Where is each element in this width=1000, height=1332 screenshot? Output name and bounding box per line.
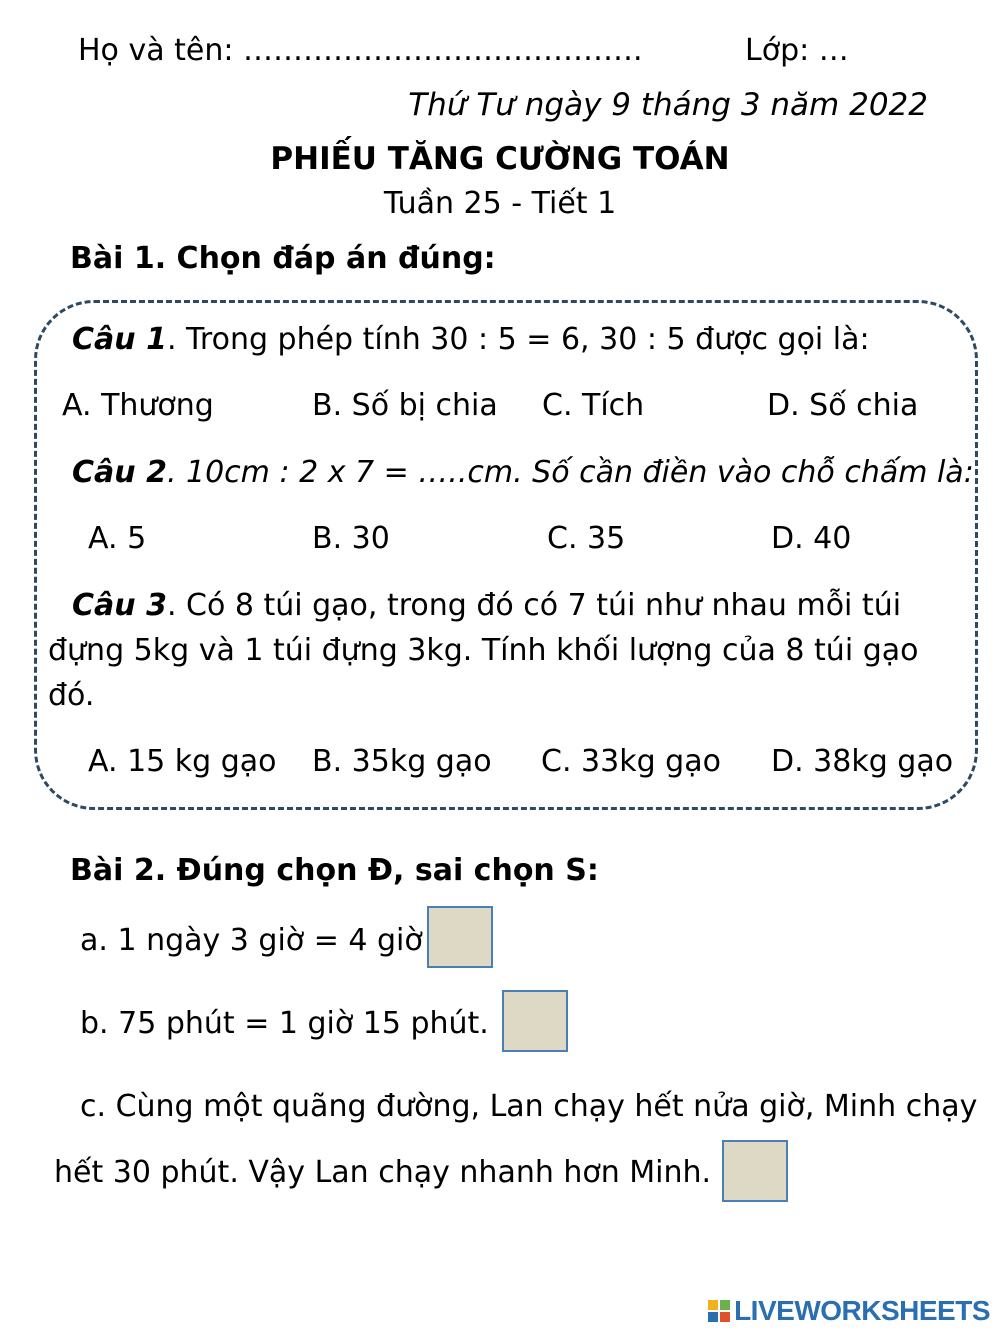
cau2-option-b[interactable]: B. 30	[312, 521, 390, 556]
cau1-option-b[interactable]: B. Số bị chia	[312, 388, 498, 423]
cau3-label: Câu 3	[72, 588, 167, 623]
cau3-option-c[interactable]: C. 33kg gạo	[541, 744, 721, 779]
page-subtitle: Tuần 25 - Tiết 1	[383, 186, 617, 221]
cau1-option-d[interactable]: D. Số chia	[767, 388, 919, 423]
cau3-option-a[interactable]: A. 15 kg gạo	[88, 744, 277, 779]
cau2-text: . 10cm : 2 x 7 = …..cm. Số cần điền vào chỗ chấm là:	[166, 455, 974, 490]
bai1-heading: Bài 1. Chọn đáp án đúng:	[70, 241, 496, 276]
cau3-text-1: . Có 8 túi gạo, trong đó có 7 túi như nhau mỗi túi	[166, 588, 902, 623]
cau1-text: . Trong phép tính 30 : 5 = 6, 30 : 5 được gọi là:	[166, 322, 870, 357]
cau1-option-a[interactable]: A. Thương	[62, 388, 214, 423]
cau2-option-a[interactable]: A. 5	[88, 521, 147, 556]
cau1-question	[72, 322, 870, 357]
student-name-label: Họ và tên: ………………………………….	[78, 33, 643, 68]
cau1-label: Câu 1	[72, 322, 167, 357]
cau2-option-d[interactable]: D. 40	[771, 521, 852, 556]
bai2-statement-b: b. 75 phút = 1 giờ 15 phút.	[80, 1006, 489, 1041]
cau3-question-line3: đó.	[48, 678, 95, 713]
cau3-question-line1	[72, 588, 902, 623]
cau3-option-b[interactable]: B. 35kg gạo	[312, 744, 492, 779]
cau2-label: Câu 2	[72, 455, 167, 490]
date-line: Thứ Tư ngày 9 tháng 3 năm 2022	[408, 87, 928, 123]
cau3-option-d[interactable]: D. 38kg gạo	[771, 744, 954, 779]
cau2-option-c[interactable]: C. 35	[547, 521, 626, 556]
answer-box-c[interactable]	[722, 1140, 788, 1202]
page-title: PHIẾU TĂNG CƯỜNG TOÁN	[270, 141, 730, 177]
cau1-option-c[interactable]: C. Tích	[542, 388, 645, 423]
bai2-statement-a: a. 1 ngày 3 giờ = 4 giờ	[80, 923, 423, 958]
class-label: Lớp: …	[745, 33, 849, 68]
liveworksheets-logo	[708, 1296, 990, 1326]
cau3-question-line2: đựng 5kg và 1 túi đựng 3kg. Tính khối lượng của 8 túi gạo	[48, 633, 919, 668]
bai2-heading: Bài 2. Đúng chọn Đ, sai chọn S:	[70, 853, 599, 888]
bai2-statement-c-line2: hết 30 phút. Vậy Lan chạy nhanh hơn Minh.	[54, 1155, 712, 1190]
brand-text: LIVEWORKSHEETS	[734, 1295, 990, 1326]
answer-box-b[interactable]	[502, 990, 568, 1052]
cau2-question	[72, 455, 974, 490]
bai2-statement-c-line1: c. Cùng một quãng đường, Lan chạy hết nửa giờ, Minh chạy	[80, 1089, 978, 1124]
liveworksheets-icon	[708, 1300, 730, 1322]
answer-box-a[interactable]	[427, 906, 493, 968]
